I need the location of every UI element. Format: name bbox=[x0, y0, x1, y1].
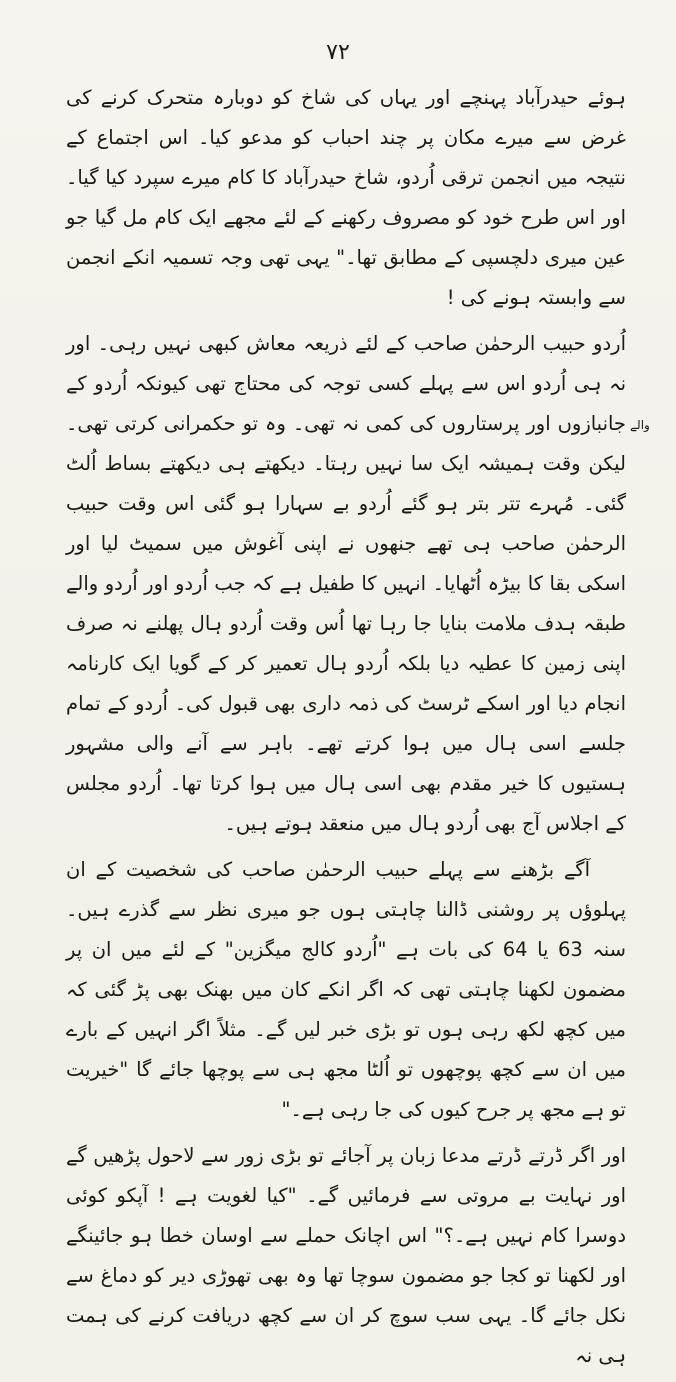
paragraph-2: اُردو حبیب الرحمٰن صاحب کے لئے ذریعہ معاش کبھی نہیں رہی۔ اور نہ ہی اُردو اس سے پہلے کسی توجہ کی محتاج تھی کیونکہ اُردو کے جانبازوں اور پرستاروں کی کمی نہ تھی۔ وہ تو حکمرانی کرتی تھی۔ لیکن وقت ہمیشہ ایک سا نہیں رہتا۔ دیکھتے ہی دیکھتے بساط اُلٹ گئی۔ مُہرے تتر بتر ہو گئے اُردو بے سہارا ہو گئی اس وقت حبیب الرحمٰن صاحب ہی تھے جنھوں نے اپنی آغوش میں سمیٹ لیا اور اسکی بقا کا بیڑہ اُٹھایا۔ انہیں کا طفیل ہے کہ جب اُردو اور اُردو والے طبقہ ہدف ملامت بنایا جا رہا تھا اُس وقت اُردو ہال پھلنے نہ صرف اپنی زمین کا عطیہ دیا بلکہ اُردو ہال تعمیر کر کے گویا ایک کارنامہ انجام دیا اور اسکے ٹرسٹ کی ذمہ داری بھی قبول کی۔ اُردو کے تمام جلسے اسی ہال میں ہوا کرتے تھے۔ باہر سے آنے والی مشہور ہستیوں کا خیر مقدم بھی اسی ہال میں ہوا کرتا تھا۔ اُردو مجلس کے اجلاس آج بھی اُردو ہال میں منعقد ہوتے ہیں۔ bbox=[66, 332, 626, 835]
paragraph-3: آگے بڑھنے سے پہلے حبیب الرحمٰن صاحب کی شخصیت کے ان پہلوؤں پر روشنی ڈالنا چاہتی ہوں جو میری نظر سے گذرے ہیں۔ سنہ 63 یا 64 کی بات ہے "اُردو کالج میگزین" کے لئے میں ان پر مضمون لکھنا چاہتی تھی کہ اگر انکے کان میں بھنک بھی پڑ گئی کہ میں کچھ لکھ رہی ہوں تو بڑی خبر لیں گے۔ مثلاً اگر انہیں کے بارے میں ان سے کچھ پوچھوں تو اُلٹا مجھ ہی سے پوچھا جائے گا "خیریت تو ہے مجھ پر جرح کیوں کی جا رہی ہے۔" bbox=[66, 858, 626, 1121]
paragraph-1: ہوئے حیدرآباد پہنچے اور یہاں کی شاخ کو دوبارہ متحرک کرنے کی غرض سے میرے مکان پر چند احباب کو مدعو کیا۔ اس اجتماع کے نتیجہ میں انجمن ترقی اُردو، شاخ حیدرآباد کا کام میرے سپرد کیا گیا۔ اور اس طرح خود کو مصروف رکھنے کے لئے مجھے ایک کام مل گیا جو عین میری دلچسپی کے مطابق تھا۔" یہی تھی وجہ تسمیہ انکے انجمن سے وابستہ ہونے کی ! bbox=[66, 86, 626, 309]
paragraph-4: اور اگر ڈرتے ڈرتے مدعا زبان پر آجائے تو بڑی زور سے لاحول پڑھیں گے اور نہایت بے مروتی سے فرمائیں گے۔ "کیا لغویت ہے ! آپکو کوئی دوسرا کام نہیں ہے۔؟" اس اچانک حملے سے اوسان خطا ہو جائینگے اور لکھنا تو کجا جو مضمون سوچا تھا وہ بھی تھوڑی دیر کو دماغ سے نکل جائے گا۔ یہی سب سوچ کر ان سے کچھ دریافت کرنے کی ہمت ہی نہ bbox=[66, 1144, 626, 1367]
page-number: ۷۲ bbox=[326, 40, 350, 65]
page-body-text bbox=[66, 78, 626, 1382]
margin-note: والے bbox=[630, 418, 650, 432]
